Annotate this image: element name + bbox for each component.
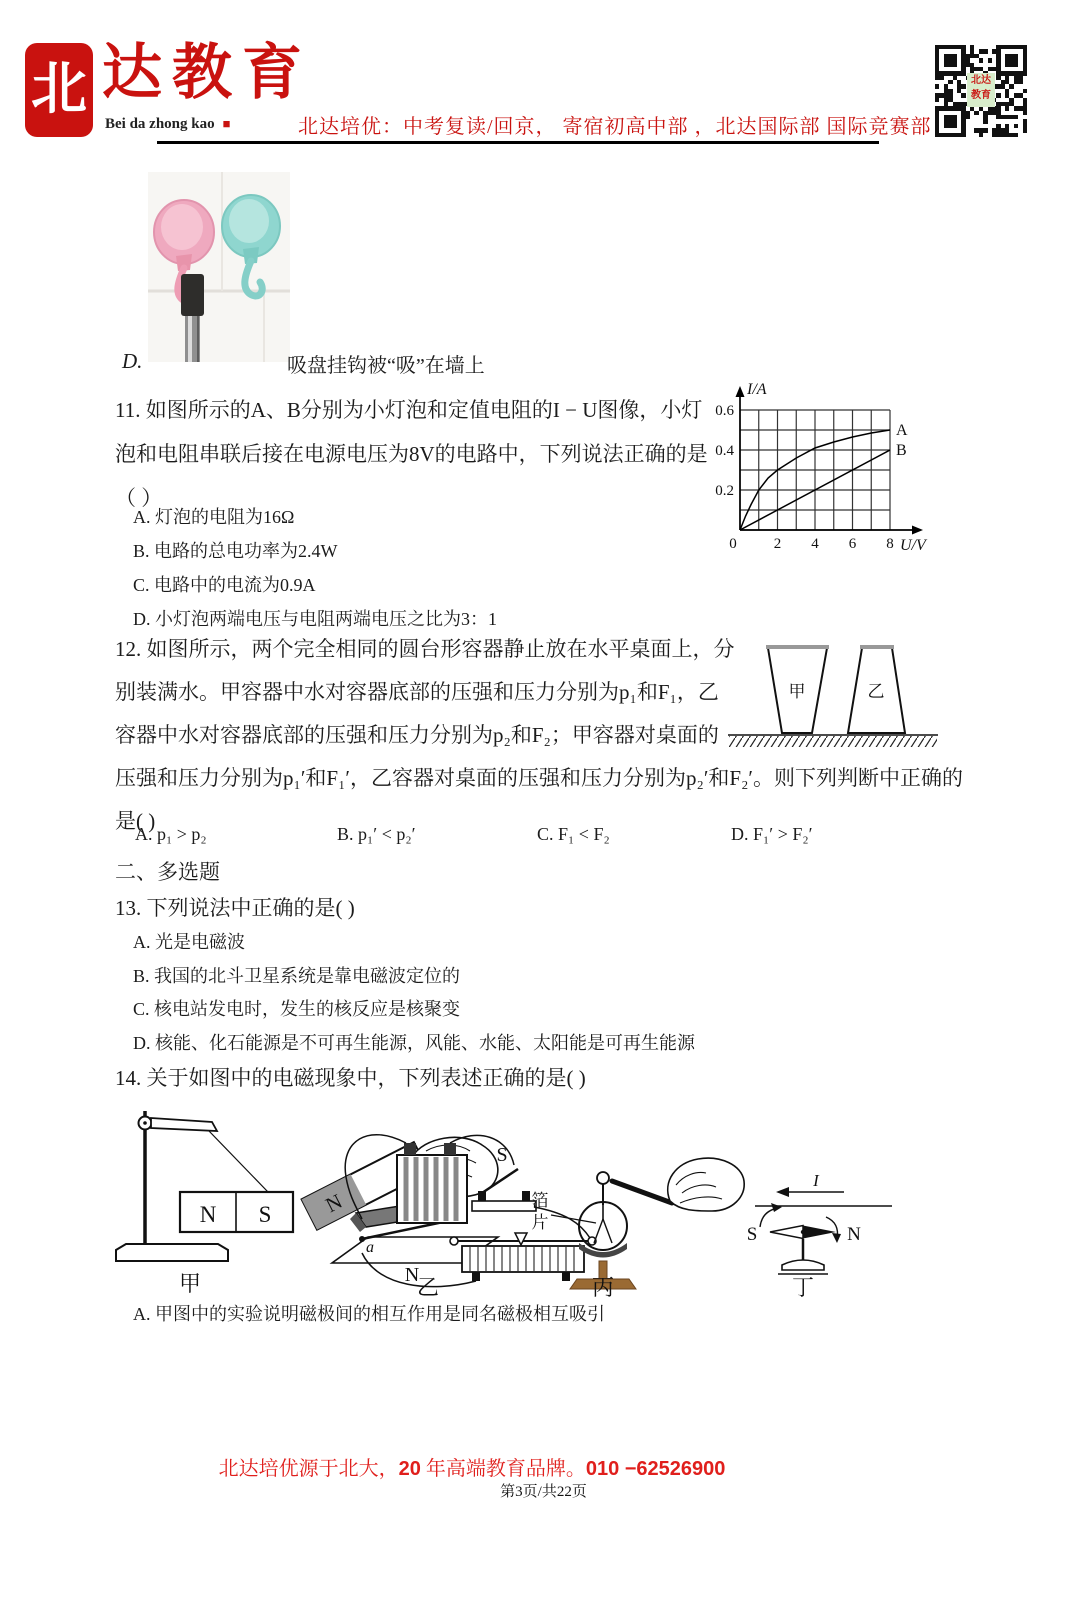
figure-label-yi: 乙 — [416, 1275, 440, 1298]
header-tagline: 北达培优：中考复读/回京， 寄宿初高中部 ，北达国际部 国际竞赛部 — [298, 116, 932, 138]
logo-stamp-char: 北 — [31, 59, 87, 121]
logo-stamp — [27, 45, 91, 135]
ground — [728, 735, 938, 747]
svg-text:0: 0 — [729, 536, 737, 552]
q12-line-4: 压强和压力分别为p₁′和F₁′，乙容器对桌面的压强和压力分别为p₂′和F₂′。则下列判断中正确的 — [115, 766, 964, 790]
yi-switch-label: S — [496, 1144, 508, 1166]
question-11-options — [133, 500, 497, 636]
jia-magnet-s-label: S — [258, 1202, 272, 1227]
ding-n-label: N — [847, 1224, 861, 1245]
svg-text:4: 4 — [811, 536, 819, 552]
q13-option-a: A. 光是电磁波 — [133, 932, 245, 952]
figure-label-ding: 丁 — [791, 1275, 815, 1298]
option-d-label: D. — [122, 349, 143, 373]
suction-hooks-photo — [148, 172, 290, 362]
bing-foil-label-2: 片 — [531, 1213, 549, 1232]
svg-text:I/A: I/A — [747, 381, 767, 398]
qr-code — [935, 45, 1027, 137]
footer-page-number: 第3页/共22页 — [500, 1484, 587, 1500]
svg-text:2: 2 — [773, 536, 782, 552]
q12-line-2: 别装满水。甲容器中水对容器底部的压强和压力分别为p₁和F₁，乙 — [115, 680, 719, 704]
series-label-B: B — [896, 442, 907, 459]
footer-brand-line — [0, 1452, 944, 1481]
footer-phone: 010 −62526900 — [585, 1458, 726, 1480]
section-2-title: 二、多选题 — [115, 860, 220, 884]
svg-text:0.4: 0.4 — [715, 443, 734, 459]
rheostat — [450, 1233, 596, 1281]
ding-s-label: S — [746, 1224, 758, 1245]
q11-line-1: 11. 如图所示的A、B分别为小灯泡和定值电阻的I − U图像，小灯 — [115, 398, 703, 422]
iu-graph — [708, 380, 933, 558]
svg-text:6: 6 — [848, 536, 857, 552]
q12-option-c: C. F₁ < F₂ — [537, 824, 610, 844]
qr-center-line1: 北达 — [971, 75, 991, 86]
q11-line-3: （ ） — [115, 486, 163, 510]
q13-option-d: D. 核能、化石能源是不可再生能源，风能、水能、太阳能是可再生能源 — [133, 1032, 695, 1053]
q11-option-a: A. 灯泡的电阻为16Ω — [133, 507, 295, 527]
logo-subtitle-text: Bei da zhong kao — [105, 116, 215, 132]
svg-text:0.2: 0.2 — [715, 483, 734, 499]
qr-center-label — [967, 73, 995, 107]
battery — [397, 1143, 467, 1223]
question-13-title: 13. 下列说法中正确的是( ) — [115, 896, 355, 920]
yi-n-pole-label: N — [404, 1264, 420, 1286]
q12-option-b: B. p₁′ < p₂′ — [337, 824, 416, 844]
yi-a-label: a — [366, 1239, 374, 1256]
question-13-options — [133, 926, 695, 1060]
footer-text-1: 北达培优源于北大， — [218, 1458, 399, 1480]
footer-text-3: 年高端教育品牌。 — [420, 1458, 586, 1480]
series-label-A: A — [896, 422, 908, 439]
logo-subtitle — [105, 116, 230, 133]
svg-text:U/V: U/V — [900, 537, 926, 554]
q12-line-3: 容器中水对容器底部的压强和压力分别为p₂和F₂；甲容器对桌面的 — [115, 723, 719, 747]
container-yi-label: 乙 — [867, 682, 885, 701]
q12-option-d: D. F₁′ > F₂′ — [731, 824, 813, 844]
q11-option-b: B. 电路的总电功率为2.4W — [133, 541, 338, 561]
svg-text:8: 8 — [886, 536, 894, 552]
header-rule — [157, 141, 879, 144]
container-jia — [766, 647, 829, 733]
red-square-icon: ■ — [222, 116, 231, 131]
containers-figure — [728, 628, 938, 748]
logo-title: 达教育 — [102, 40, 312, 106]
q13-option-c: C. 核电站发电时，发生的核反应是核聚变 — [133, 999, 461, 1019]
ding-current-label: I — [813, 1171, 819, 1190]
q11-option-d: D. 小灯泡两端电压与电阻两端电压之比为3：1 — [133, 609, 497, 629]
figure-label-bing: 丙 — [591, 1275, 615, 1298]
question-14-title: 14. 关于如图中的电磁现象中，下列表述正确的是( ) — [115, 1066, 586, 1090]
hand-icon — [668, 1158, 744, 1211]
q12-line-1: 12. 如图所示，两个完全相同的圆台形容器静止放在水平桌面上，分 — [115, 637, 735, 661]
q13-option-b: B. 我国的北斗卫星系统是靠电磁波定位的 — [133, 965, 461, 986]
container-jia-label: 甲 — [788, 682, 806, 701]
q14-option-a: A. 甲图中的实验说明磁极间的相互作用是同名磁极相互吸引 — [133, 1304, 605, 1324]
bing-foil-label-1: 箔 — [531, 1191, 549, 1210]
option-d-caption: 吸盘挂钩被“吸”在墙上 — [287, 355, 485, 377]
diagram-ding-oersted — [747, 1171, 892, 1298]
footer-text-2: 20 — [398, 1458, 421, 1480]
q11-option-c: C. 电路中的电流为0.9A — [133, 575, 316, 595]
qr-center-line2: 教育 — [971, 90, 991, 101]
jia-magnet-n-label: N — [199, 1202, 217, 1227]
svg-text:0.6: 0.6 — [715, 403, 734, 419]
q12-line-5: 是( ) — [115, 809, 156, 833]
jia-hand-magnet-n-label: N — [321, 1188, 347, 1218]
electromagnetism-figure — [110, 1093, 950, 1298]
q12-option-a: A. p₁ > p₂ — [135, 824, 207, 844]
container-yi — [848, 647, 905, 733]
figure-label-jia: 甲 — [178, 1271, 202, 1296]
q11-line-2: 泡和电阻串联后接在电源电压为8V的电路中，下列说法正确的是 — [115, 442, 708, 466]
